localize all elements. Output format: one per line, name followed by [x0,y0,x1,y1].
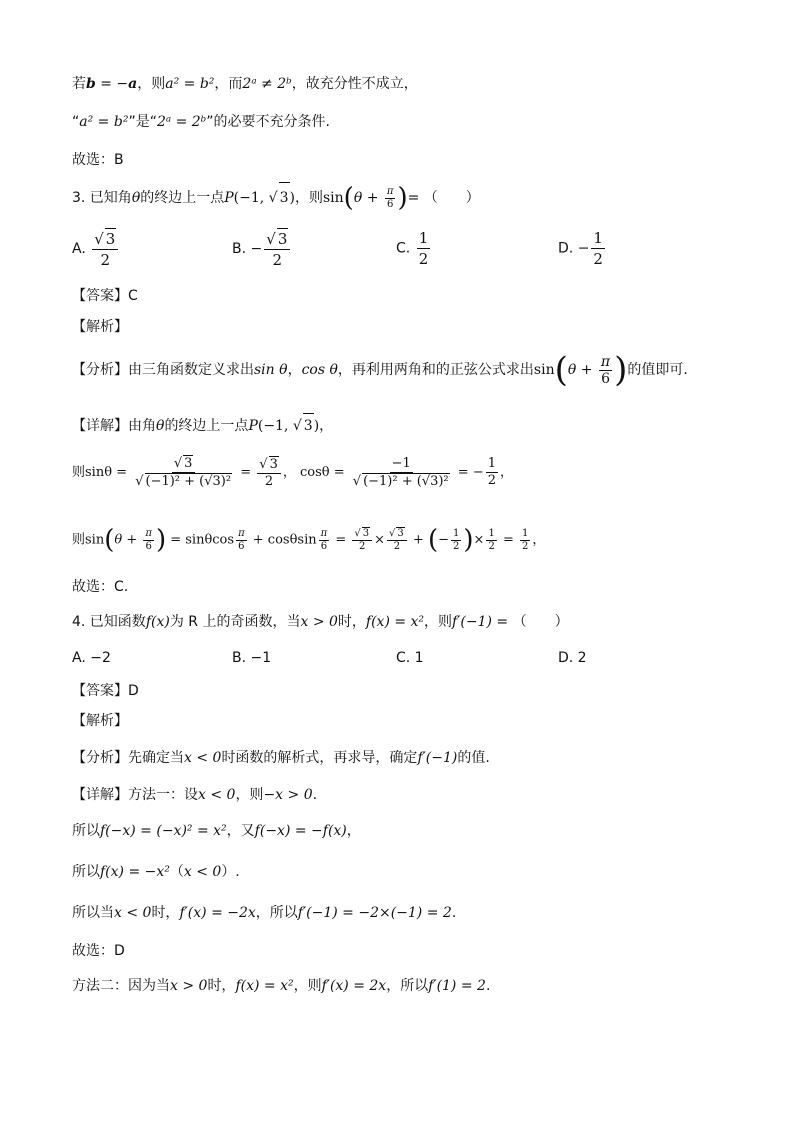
formula: f(x) = x² [235,978,294,994]
option-c: C. 1 [396,650,424,666]
text: 【详解】由角 [72,418,156,434]
fraction [486,528,496,553]
text: 则 [72,532,86,548]
option-a: A. −2 [72,650,111,666]
numerator: π [238,527,245,539]
text: ，则 [294,190,323,206]
fraction [257,456,281,490]
fraction [520,528,530,553]
formula: f(−x) = −f(x) [254,823,347,839]
text: 【分析】由三角函数定义求出 [72,362,254,378]
detail-3 [72,413,333,438]
formula: sin θ [254,362,288,378]
formula: f′(x) = 2x [321,978,387,994]
radicand: 3 [269,456,278,472]
analysis-4 [72,748,490,768]
numerator: π [145,527,152,539]
text: × [374,532,386,548]
fraction [143,528,154,553]
text: θ + [353,190,383,206]
text: = [498,532,518,548]
text: θ + [567,362,597,378]
denominator: 6 [601,370,610,387]
text: sin [322,190,344,206]
text: ，则 [424,614,453,630]
denominator: 2 [453,540,460,552]
formula: f′(−1) = [452,614,513,630]
text: ，则 [235,787,264,803]
text: ”的必要不充分条件. [206,114,330,130]
line-sufficiency [72,74,418,94]
formula: f′(1) = 2 [428,978,486,994]
analysis-3 [72,352,688,388]
numerator: √ 3 [92,228,118,250]
fraction [92,228,118,270]
option-a [72,228,120,270]
text: 时， [337,614,366,630]
text: × [473,532,485,548]
text: 时函数的解析式，再求导，确定 [221,750,418,766]
denominator: √ (−1)² + (√3)² [352,473,449,489]
fraction [591,228,605,269]
numerator: √ 3 [264,228,290,250]
denominator: 6 [386,198,394,210]
fraction [352,527,372,553]
text: ，故充分性不成立， [291,76,418,92]
label: C. [396,240,411,257]
choice-line: 故选：C. [72,579,129,595]
numerator: π [320,527,328,539]
choice-line: 故选：D [72,943,125,959]
fraction [351,456,452,490]
radicand: 3 [279,182,290,213]
denominator: 2 [100,251,111,269]
sqrt-icon: √ [268,190,278,206]
formula: f′(x) = −2x [179,905,256,921]
analysis-heading-3: 【解析】 [72,319,128,335]
text: θ + [114,532,142,548]
text: 则 [72,465,86,480]
numerator: √ 3 [387,527,407,541]
numerator: π [600,353,611,370]
text: 时， [207,978,236,994]
text: sin [533,362,555,378]
paren-icon: ( [427,525,439,555]
fraction [319,528,330,553]
text: 所以 [72,864,100,880]
analysis-heading-4: 【解析】 [72,713,128,729]
text: ， [282,465,296,480]
theta: θ [156,418,165,434]
numerator: 1 [453,527,460,539]
text: 为 R 上的奇函数，当 [169,614,301,630]
formula: f(x) [145,614,170,630]
text: 【详解】方法一：设 [72,787,198,803]
text: 的值即可. [627,362,688,378]
denominator: 2 [393,541,401,552]
text: = [236,465,256,480]
var-b: b [86,76,96,92]
radicand: (−1)² + (√3)² [363,473,449,489]
text: ，再利用两角和的正弦公式求出 [337,362,534,378]
denominator: 2 [488,540,495,552]
text: (−1, [233,190,269,206]
fraction [133,455,234,490]
answer-3: 【答案】C [72,288,138,304]
formula: 2ᵃ ≠ 2ᵇ [242,76,292,92]
text: 的终边上一点 [164,418,249,434]
text: 3. 已知角 [72,190,132,206]
var-a: a [128,76,138,92]
text: = − [453,465,484,480]
denominator: 2 [359,541,366,552]
fraction [417,228,431,269]
text: “ [72,114,80,130]
paren-icon: ) [155,525,167,555]
text: ， [500,465,514,480]
denominator: 2 [593,250,603,268]
denominator: 2 [487,473,496,488]
formula: x < 0 [114,905,152,921]
numerator: 1 [418,229,429,247]
question-4 [72,612,569,632]
point-p: P [248,418,258,434]
radicand: 3 [277,230,288,248]
text: cosθ = [300,465,349,480]
formula: a² = b² [79,114,129,130]
text: ，则 [293,978,322,994]
text: ，所以 [255,905,298,921]
text: = （ ） [407,190,480,206]
formula: f(x) = −x² [100,864,170,880]
text: ， [532,532,546,548]
numerator: 1 [593,229,603,247]
label: B. [232,241,247,257]
step-3 [72,903,456,923]
numerator: 1 [487,456,496,471]
fraction [387,527,407,553]
denominator: 2 [264,473,274,489]
text: （ ） [512,614,569,630]
method-2 [72,976,490,996]
numerator: √ 3 [257,456,281,474]
text: ，而 [214,76,243,92]
text: 的值. [457,750,490,766]
text: 的终边上一点 [140,190,225,206]
fraction [486,456,498,489]
denominator: 6 [320,540,328,552]
text: )， [313,418,334,434]
text: + [408,532,428,548]
text: 若 [72,76,86,92]
sign: − [250,241,263,257]
text: ，则 [137,76,166,92]
numerator: π [386,185,394,197]
formula: f′(−1) [417,750,458,766]
denominator: 6 [238,540,245,552]
formula: a² = b² [165,76,215,92]
formula: cos θ [301,362,338,378]
option-b [232,228,292,270]
text: ，又 [226,823,255,839]
text: sinθ = [85,465,132,480]
text: 方法二：因为当 [72,978,170,994]
formula: x > 0 [170,978,208,994]
text: + cosθsin [248,532,317,548]
formula: f(−x) = (−x)² = x² [100,823,227,839]
detail-4 [72,785,317,805]
numerator: √ 3 [352,527,372,541]
fraction [451,528,461,553]
text: . [451,905,457,921]
numerator: 1 [521,527,529,539]
denominator: 2 [521,540,529,552]
step-1 [72,821,361,841]
paren-icon: ( [554,350,568,390]
answer-4: 【答案】D [72,683,139,699]
choice-line: 故选：B [72,152,124,168]
numerator: −1 [391,455,411,471]
denominator: 6 [145,540,152,552]
text: sin [85,532,105,548]
text: 时， [151,905,180,921]
calc-sum-formula [72,520,545,561]
fraction [385,186,396,211]
line-necessary-condition [72,112,330,132]
sqrt-icon: √ [292,418,302,434]
question-3 [72,182,480,213]
option-d: D. 2 [558,650,587,666]
calc-sin-cos [72,448,513,498]
text: = − [95,76,129,92]
numerator: √ 3 [172,455,196,473]
denominator: 2 [272,251,283,269]
text: ，所以 [386,978,429,994]
paren-icon: ( [343,183,354,213]
text: ”是“ [128,114,157,130]
radicand: 3 [105,230,116,248]
formula: x < 0 [184,750,222,766]
fraction [599,354,612,387]
numerator: 1 [488,527,495,539]
text: 【分析】先确定当 [72,750,184,766]
text: 所以当 [72,905,114,921]
radicand: 3 [362,528,370,539]
option-d [558,228,607,269]
fraction [264,228,290,270]
denominator: √ (−1)² + (√3)² [135,474,232,489]
formula: x < 0 [183,864,222,880]
radicand: 3 [303,413,314,438]
paren-icon: ) [614,350,628,390]
formula: −x > 0 [263,787,313,803]
option-c [396,228,432,269]
radicand: 3 [184,456,193,471]
text: ）. [221,864,240,880]
option-b: B. −1 [232,650,272,666]
text: = [331,532,351,548]
formula: f′(−1) = −2×(−1) = 2 [297,905,452,921]
formula: 2ᵃ = 2ᵇ [156,114,207,130]
text: 4. 已知函数 [72,614,146,630]
paren-icon: ) [397,183,408,213]
text: − [438,532,449,548]
theta: θ [131,190,141,206]
paren-icon: ( [104,525,115,555]
text: (−1, [257,418,293,434]
text: ， [287,362,302,378]
step-2 [72,862,240,882]
text: . [485,978,491,994]
denominator: 2 [418,250,429,268]
text: ， [346,823,361,839]
text: 所以 [72,823,100,839]
formula: f(x) = x² [365,614,425,630]
radicand: 3 [397,528,404,539]
formula: x > 0 [300,614,338,630]
text: （ [169,864,184,880]
paren-icon: ) [463,525,474,555]
point-p: P [224,190,234,206]
label: D. [558,240,574,257]
text: ) [289,190,295,206]
fraction [236,528,247,553]
sign: − [577,240,590,257]
formula: x < 0 [198,787,236,803]
label: A. [72,241,86,257]
radicand: (−1)² + (√3)² [145,474,232,489]
text: = sinθcos [166,532,235,548]
text: . [312,787,318,803]
